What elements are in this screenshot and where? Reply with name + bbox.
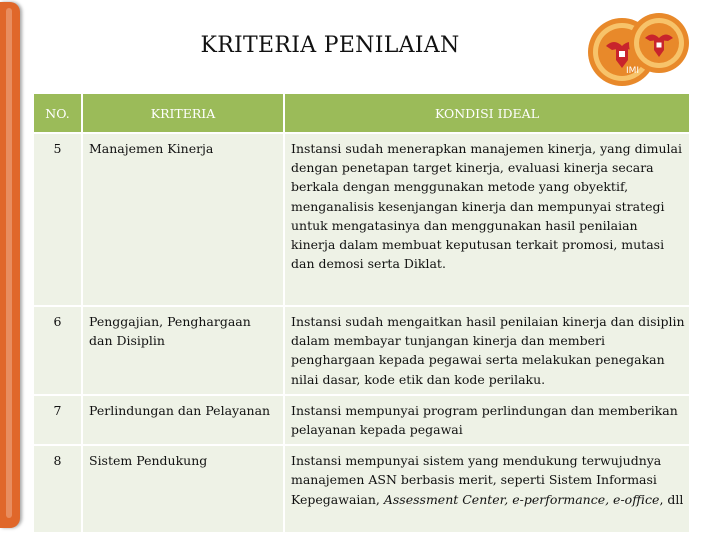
table-row — [34, 134, 689, 305]
row-no: 5 — [34, 134, 81, 305]
kondisi-text: Instansi mempunyai sistem yang mendukung terwujudnya manajemen ASN berbasis merit, seperti Sistem Informasi Kepegawaian, — [291, 453, 662, 507]
garuda-emblem-icon — [628, 12, 690, 74]
table-row — [34, 446, 689, 532]
header-kriteria: KRITERIA — [83, 94, 283, 132]
criteria-table — [32, 92, 691, 534]
row-no: 7 — [34, 396, 81, 444]
row-no: 6 — [34, 307, 81, 394]
row-kriteria: Sistem Pendukung — [83, 446, 283, 532]
row-kriteria: Perlindungan dan Pelayanan — [83, 396, 283, 444]
logo-text: IMI — [626, 66, 640, 76]
kondisi-italic-text: Assessment Center, e-performance, e-office — [383, 491, 660, 507]
page-title: KRITERIA PENILAIAN — [200, 33, 460, 58]
row-no: 8 — [34, 446, 81, 532]
row-kondisi: Instansi mempunyai program perlindungan dan memberikan pelayanan kepada pegawai — [285, 396, 689, 444]
left-accent-bar — [0, 0, 26, 540]
header-kondisi: KONDISI IDEAL — [285, 94, 689, 132]
row-kondisi: Instansi sudah mengaitkan hasil penilaian kinerja dan disiplin dalam membayar tunjangan kinerja dan memberi penghargaan kepada pegawai serta melakukan penegakan nilai dasar, kode etik dan kode perilaku. — [285, 307, 689, 394]
row-kriteria: Manajemen Kinerja — [83, 134, 283, 305]
row-kriteria: Penggajian, Penghargaan dan Disiplin — [83, 307, 283, 394]
kondisi-suffix-text: , dll — [659, 491, 684, 507]
table-row — [34, 396, 689, 444]
table-row — [34, 307, 689, 394]
row-kondisi: Instansi sudah menerapkan manajemen kinerja, yang dimulai dengan penetapan target kinerja, evaluasi kinerja secara berkala dengan menggunakan metode yang obyektif, menganalisis kesenjangan kinerja dan mempunyai strategi untuk mengatasinya dan menggunakan hasil penilaian kinerja dalam membuat keputusan terkait promosi, mutasi dan demosi serta Diklat. — [285, 134, 689, 305]
table-header-row — [34, 94, 689, 132]
header-no: NO. — [34, 94, 81, 132]
row-kondisi — [285, 446, 689, 532]
